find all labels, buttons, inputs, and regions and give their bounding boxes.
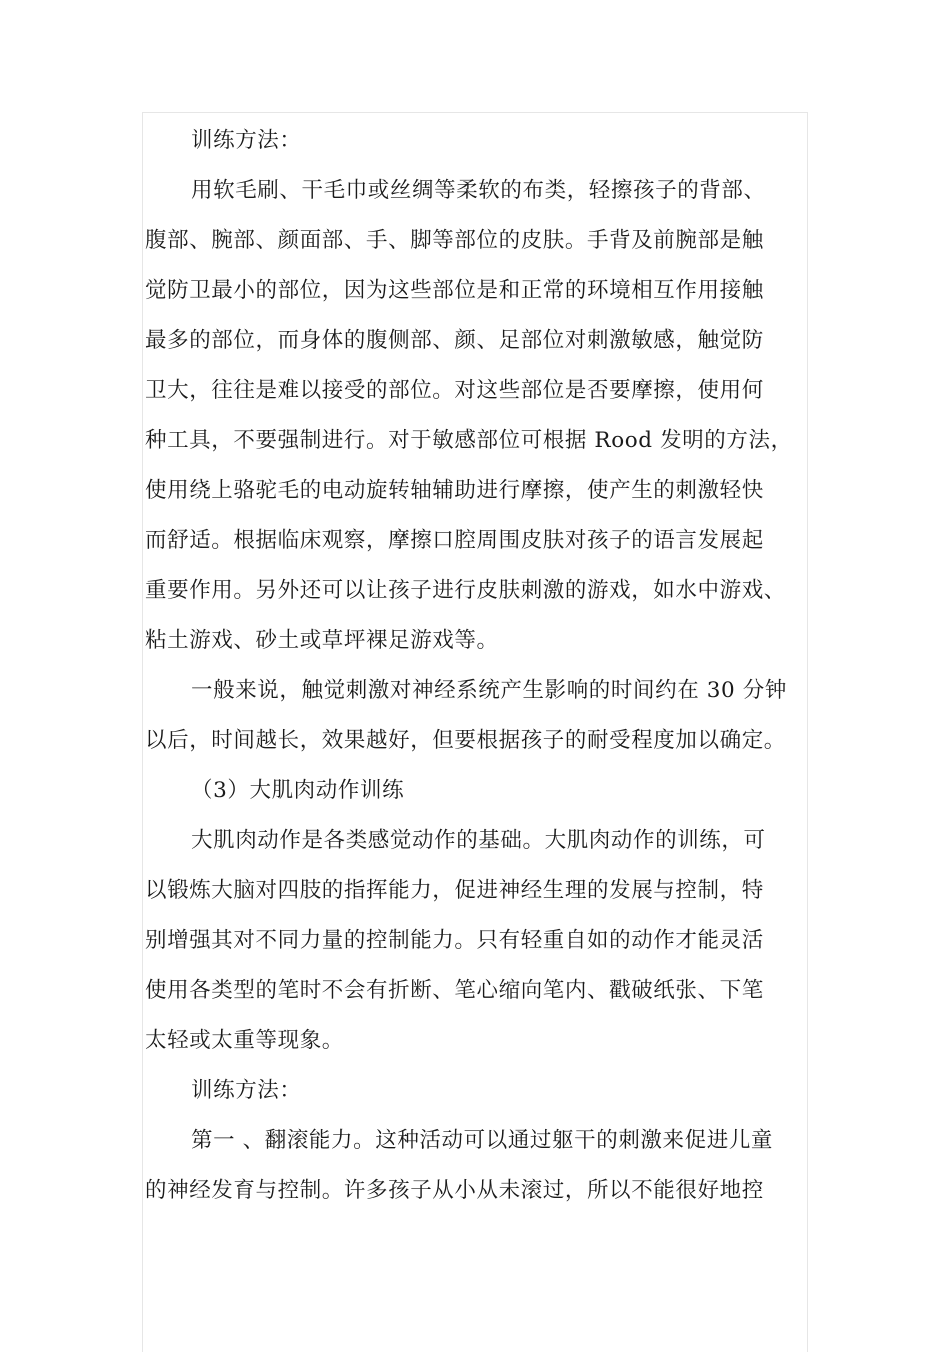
paragraph-line: 最多的部位，而身体的腹侧部、颜、足部位对刺激敏感，触觉防 xyxy=(145,328,764,353)
paragraph-line: 太轻或太重等现象。 xyxy=(145,1028,344,1053)
paragraph-line: 一般来说，触觉刺激对神经系统产生影响的时间约在 30 分钟 xyxy=(191,678,787,703)
paragraph-line: 用软毛刷、干毛巾或丝绸等柔软的布类，轻擦孩子的背部、 xyxy=(191,178,766,203)
section-heading: （3）大肌肉动作训练 xyxy=(191,778,405,803)
paragraph-line: 卫大，往往是难以接受的部位。对这些部位是否要摩擦，使用何 xyxy=(145,378,764,403)
paragraph-line: 第一 、翻滚能力。这种活动可以通过躯干的刺激来促进儿童 xyxy=(191,1128,774,1153)
paragraph-heading-training-method: 训练方法： xyxy=(191,128,302,153)
paragraph-line: 觉防卫最小的部位，因为这些部位是和正常的环境相互作用接触 xyxy=(145,278,764,303)
paragraph-heading-training-method: 训练方法： xyxy=(191,1078,302,1103)
paragraph-line: 以锻炼大脑对四肢的指挥能力，促进神经生理的发展与控制，特 xyxy=(145,878,764,903)
paragraph-line: 使用绕上骆驼毛的电动旋转轴辅助进行摩擦，使产生的刺激轻快 xyxy=(145,478,764,503)
paragraph-line: 种工具，不要强制进行。对于敏感部位可根据 Rood 发明的方法， xyxy=(145,428,793,453)
paragraph-line: 重要作用。另外还可以让孩子进行皮肤刺激的游戏，如水中游戏、 xyxy=(145,578,786,603)
paragraph-line: 粘土游戏、砂土或草坪裸足游戏等。 xyxy=(145,628,499,653)
paragraph-line: 腹部、腕部、颜面部、手、脚等部位的皮肤。手背及前腕部是触 xyxy=(145,228,764,253)
paragraph-line: 而舒适。根据临床观察，摩擦口腔周围皮肤对孩子的语言发展起 xyxy=(145,528,764,553)
paragraph-line: 以后，时间越长，效果越好，但要根据孩子的耐受程度加以确定。 xyxy=(145,728,786,753)
paragraph-line: 别增强其对不同力量的控制能力。只有轻重自如的动作才能灵活 xyxy=(145,928,764,953)
document-body xyxy=(145,116,807,1216)
paragraph-line: 的神经发育与控制。许多孩子从小从未滚过，所以不能很好地控 xyxy=(145,1178,764,1203)
paragraph-line: 使用各类型的笔时不会有折断、笔心缩向笔内、戳破纸张、下笔 xyxy=(145,978,764,1003)
paragraph-line: 大肌肉动作是各类感觉动作的基础。大肌肉动作的训练，可 xyxy=(191,828,766,853)
